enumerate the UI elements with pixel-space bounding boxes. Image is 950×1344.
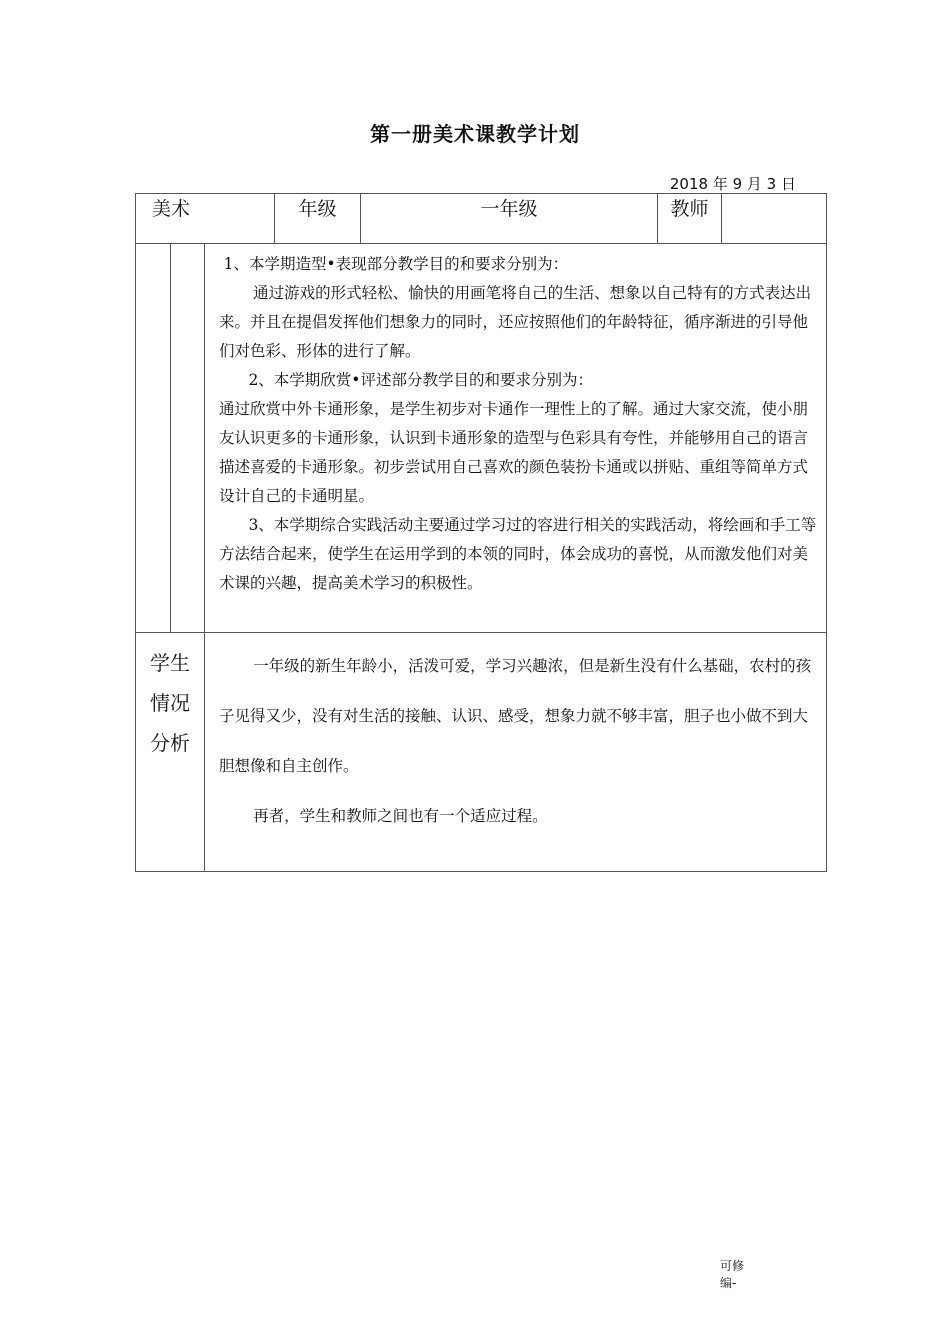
students-label-line-2: 情况 xyxy=(150,691,190,715)
goals-paragraph-3: 2、本学期欣赏•评述部分教学目的和要求分别为： xyxy=(248,371,593,389)
goals-content-cell xyxy=(205,244,827,633)
students-label-line-3: 分析 xyxy=(150,731,190,755)
students-content-cell xyxy=(205,633,827,872)
students-label-cell xyxy=(136,633,205,872)
grade-label-cell: 年级 xyxy=(275,194,361,244)
footer-line-1: 可修 xyxy=(720,1259,745,1273)
document-title: 第一册美术课教学计划 xyxy=(370,122,580,146)
goals-paragraph-2: 通过游戏的形式轻松、愉快的用画笔将自己的生活、想象以自己特有的方式表达出来。并且在提倡发挥他们想象力的同时，还应按照他们的年龄特征，循序渐进的引导他们对色彩、形体的进行了解。 xyxy=(219,284,812,360)
footer-line-2: 编- xyxy=(720,1276,737,1290)
goals-paragraph-5: 3、本学期综合实践活动主要通过学习过的容进行相关的实践活动，将绘画和手工等方法结合起来，使学生在运用学到的本领的同时，体会成功的喜悦，从而激发他们对美术课的兴趣，提高美术学习的积极性。 xyxy=(219,516,817,592)
students-paragraph-1: 一年级的新生年龄小，活泼可爱，学习兴趣浓，但是新生没有什么基础，农村的孩子见得又少，没有对生活的接触、认识、感受，想象力就不够丰富，胆子也小做不到大胆想像和自主创作。 xyxy=(219,657,812,775)
teacher-value-cell[interactable] xyxy=(722,194,827,244)
goals-row xyxy=(136,244,827,633)
document-date: 2018 年 9 月 3 日 xyxy=(669,175,796,193)
goals-paragraph-4: 通过欣赏中外卡通形象，是学生初步对卡通作一理性上的了解。通过大家交流，使小朋友认识更多的卡通形象，认识到卡通形象的造型与色彩具有夸性，并能够用自己的语言描述喜爱的卡通形象。初步尝试用自己喜欢的颜色装扮卡通或以拼贴、重组等简单方式设计自己的卡通明星。 xyxy=(219,400,809,505)
plan-table xyxy=(135,193,827,872)
goals-paragraph-1: 1、本学期造型•表现部分教学目的和要求分别为： xyxy=(223,255,569,273)
footer-note xyxy=(720,1258,744,1292)
subject-cell: 美术 xyxy=(136,194,275,244)
goals-label-cell xyxy=(136,244,171,633)
header-row xyxy=(136,194,827,244)
goals-label-subcell xyxy=(171,244,205,633)
teacher-label-cell: 教师 xyxy=(658,194,722,244)
students-paragraph-2: 再者，学生和教师之间也有一个适应过程。 xyxy=(253,807,548,825)
grade-value-cell: 一年级 xyxy=(361,194,658,244)
students-label-line-1: 学生 xyxy=(150,651,190,675)
students-row xyxy=(136,633,827,872)
